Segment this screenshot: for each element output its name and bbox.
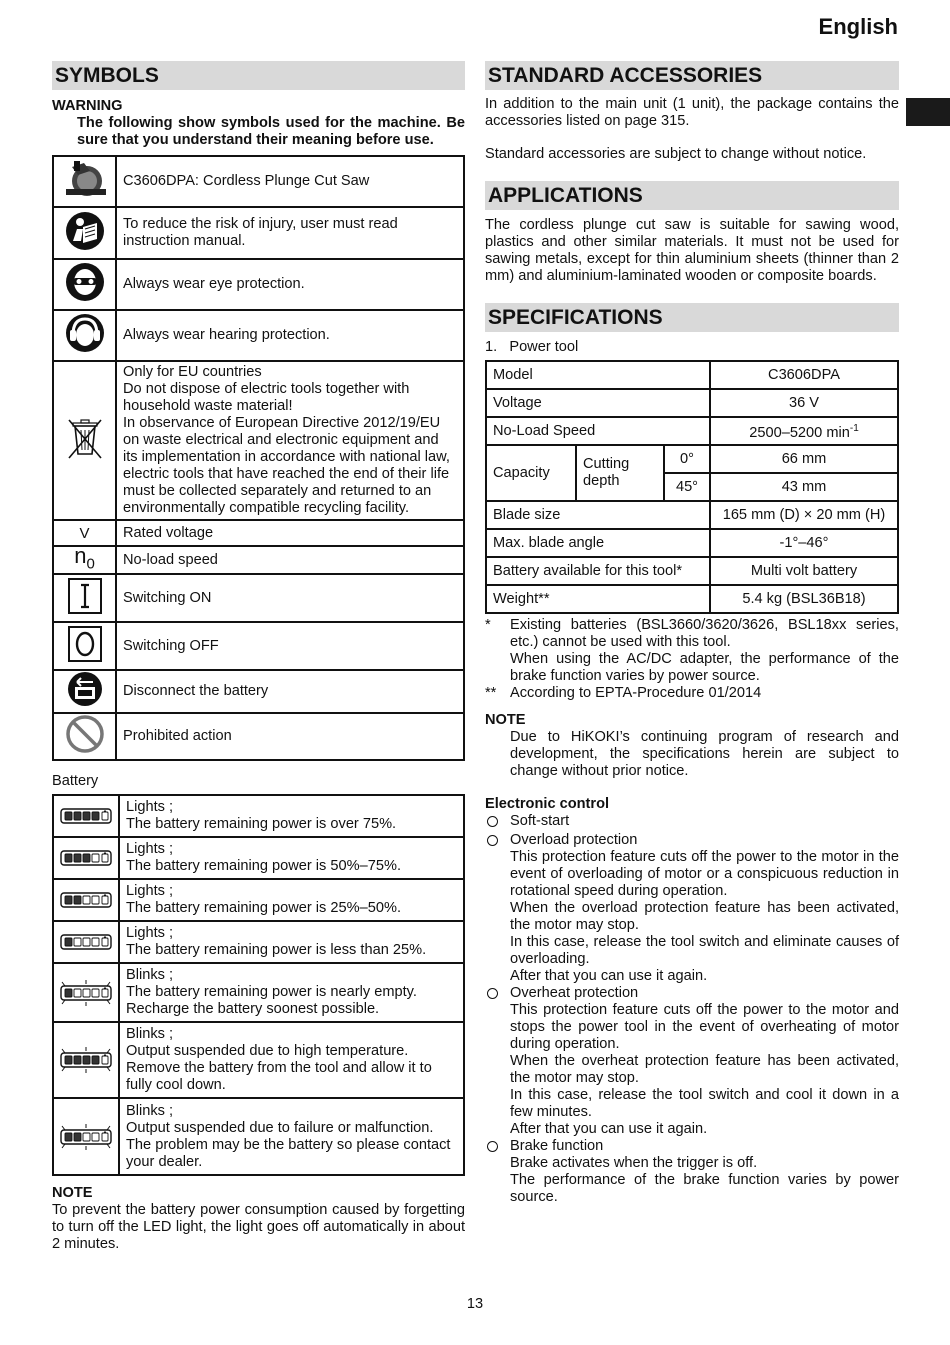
spec-label: Capacity (486, 445, 576, 501)
spec-value: 66 mm (710, 445, 898, 473)
symbol-row (53, 361, 464, 520)
warning-text: The following show symbols used for the machine. Be sure that you understand their meaning before use. (77, 115, 465, 148)
bullet-circle-icon (487, 835, 498, 846)
battery-row (53, 921, 464, 963)
spec-note-label: NOTE (485, 712, 526, 728)
battery-note-text: To prevent the battery power consumption caused by forgetting to turn off the LED light, the light goes off automatically in about 2 minutes. (52, 1202, 465, 1252)
battery-state: Blinks ; (126, 967, 174, 983)
spec-note-text: Due to HiKOKI’s continuing program of research and development, the specifications herein are subject to change without prior notice. (510, 729, 899, 779)
battery-state: Lights ; (126, 883, 174, 899)
battery-note-label: NOTE (52, 1185, 93, 1201)
no-load-speed-symbol (53, 543, 116, 574)
spec-value: -1°–46° (710, 529, 898, 557)
battery-table (52, 794, 465, 1176)
symbol-text: Disconnect the battery (116, 670, 464, 713)
spec-row (486, 585, 898, 613)
overheat-item (485, 985, 899, 1138)
speed-value: 2500–5200 min (749, 424, 850, 441)
symbol-row (53, 259, 464, 310)
applications-heading: APPLICATIONS (485, 181, 899, 210)
battery-row (53, 963, 464, 1022)
battery-state: Blinks ; (126, 1102, 174, 1119)
symbol-row (53, 156, 464, 207)
battery-row (53, 879, 464, 921)
accessories-heading: STANDARD ACCESSORIES (485, 61, 899, 90)
section-tab-marker (906, 98, 950, 126)
battery-row (53, 837, 464, 879)
bullet-line: This protection feature cuts off the power to the motor and stops the power tool in the event of overheating of motor during operation. (510, 1002, 899, 1052)
accessories-text-1: In addition to the main unit (1 unit), the package contains the accessories listed on page 315. (485, 96, 899, 129)
bullet-title: Overload protection (510, 832, 638, 848)
applications-text: The cordless plunge cut saw is suitable for sawing wood, plastics and other similar materials. It must not be used for sawing metals, except for thin aluminium sheets (thinner than 2 mm) and aluminium-laminated wooden or composite boards. (485, 217, 899, 284)
spec-label: Voltage (486, 389, 710, 417)
battery-indicator-icon (53, 1098, 119, 1175)
weee-line: In observance of European Directive 2012/19/EU on waste electrical and electronic equipment and its implementation in accordance with national law, electric tools that have reached the end of their life must be collected separately and returned to an environmentally compatible recycling facility. (123, 415, 450, 516)
battery-row (53, 1098, 464, 1175)
bullet-line: The performance of the brake function varies by power source. (510, 1172, 899, 1205)
eye-protection-icon (53, 259, 116, 310)
switch-on-icon (53, 574, 116, 622)
symbol-row (53, 520, 464, 546)
battery-state: Lights ; (126, 925, 174, 941)
battery-description: The battery remaining power is 25%–50%. (126, 900, 401, 916)
battery-indicator-icon (53, 1022, 119, 1098)
spec-subtitle: 1. Power tool (485, 339, 579, 355)
battery-row-text (119, 921, 464, 963)
speed-symbol-n: n (74, 543, 87, 569)
spec-row (486, 361, 898, 389)
symbol-text: Prohibited action (116, 713, 464, 760)
speed-symbol-sub: 0 (86, 555, 95, 573)
bullet-line: In this case, release the tool switch and eliminate causes of overloading. (510, 934, 899, 967)
battery-indicator-icon (53, 963, 119, 1022)
battery-row-text (119, 837, 464, 879)
battery-description: The battery remaining power is over 75%. (126, 816, 397, 832)
battery-indicator-icon (53, 795, 119, 837)
bullet-line: This protection feature cuts off the power to the motor in the event of overloading of motor or a conspicuous reduction in rotational speed during operation. (510, 849, 899, 899)
bullet-line: When the overload protection feature has been activated, the motor may stop. (510, 900, 899, 933)
footnote-mark: ** (485, 685, 497, 701)
symbol-text: Always wear hearing protection. (116, 310, 464, 361)
bullet-line: In this case, release the tool switch and cool it down in a few minutes. (510, 1087, 899, 1120)
soft-start-item (485, 813, 899, 832)
left-column (52, 61, 465, 1253)
spec-angle: 45° (664, 473, 710, 501)
symbol-text: Switching ON (116, 574, 464, 622)
footnote-text: According to EPTA-Procedure 01/2014 (510, 685, 762, 701)
battery-row-text (119, 795, 464, 837)
switch-off-icon (53, 622, 116, 670)
battery-row (53, 1022, 464, 1098)
spec-value: 36 V (710, 389, 898, 417)
weee-line: Do not dispose of electric tools together with household waste material! (123, 381, 410, 414)
battery-row-text (119, 1098, 464, 1175)
bullet-text: Soft-start (510, 813, 570, 829)
bullet-line: After that you can use it again. (510, 1121, 708, 1137)
bullet-line: After that you can use it again. (510, 968, 708, 984)
footnote-mark: * (485, 617, 491, 633)
weee-bin-icon (53, 361, 116, 520)
weee-text (116, 361, 464, 520)
spec-row (486, 501, 898, 529)
battery-description: The battery remaining power is less than 25%. (126, 942, 427, 958)
footnote-text: Existing batteries (BSL3660/3620/3626, BSL18xx series, etc.) cannot be used with this tool. (510, 617, 899, 650)
specifications-heading: SPECIFICATIONS (485, 303, 899, 332)
bullet-title: Overheat protection (510, 985, 639, 1001)
battery-state: Lights ; (126, 841, 174, 857)
battery-state: Lights ; (126, 799, 174, 815)
symbol-text: Rated voltage (116, 520, 464, 546)
footnote-text: When using the AC/DC adapter, the performance of the brake function varies by power source. (510, 651, 899, 684)
symbol-text: Always wear eye protection. (116, 259, 464, 310)
bullet-line: When the overheat protection feature has been activated, the motor may stop. (510, 1053, 899, 1086)
symbol-text: No-load speed (116, 546, 464, 574)
spec-value: 5.4 kg (BSL36B18) (710, 585, 898, 613)
bullet-line: Brake activates when the trigger is off. (510, 1155, 758, 1171)
accessories-text-2: Standard accessories are subject to change without notice. (485, 146, 867, 162)
spec-label: No-Load Speed (486, 417, 710, 445)
page-number: 13 (466, 1296, 484, 1312)
spec-label: Weight** (486, 585, 710, 613)
symbols-heading: SYMBOLS (52, 61, 465, 90)
battery-row (53, 795, 464, 837)
hearing-protection-icon (53, 310, 116, 361)
symbols-table (52, 155, 465, 761)
brake-item (485, 1138, 899, 1206)
symbol-row (53, 207, 464, 259)
bullet-circle-icon (487, 1141, 498, 1152)
read-manual-icon (53, 207, 116, 259)
plunge-saw-icon (53, 156, 116, 207)
symbol-text: To reduce the risk of injury, user must read instruction manual. (116, 207, 464, 259)
spec-label: Max. blade angle (486, 529, 710, 557)
prohibited-icon (53, 713, 116, 760)
spec-value: C3606DPA (710, 361, 898, 389)
spec-value: 43 mm (710, 473, 898, 501)
overload-item (485, 832, 899, 985)
spec-value: 165 mm (D) × 20 mm (H) (710, 501, 898, 529)
spec-row (486, 529, 898, 557)
right-column (485, 61, 899, 1206)
spec-row (486, 389, 898, 417)
symbol-row (53, 622, 464, 670)
spec-row (486, 557, 898, 585)
spec-label: Battery available for this tool* (486, 557, 710, 585)
footnote-1 (485, 617, 899, 685)
battery-row-text (119, 963, 464, 1022)
spec-value (710, 417, 898, 445)
warning-label: WARNING (52, 98, 123, 114)
symbol-row (53, 713, 464, 760)
symbol-row (53, 670, 464, 713)
spec-row (486, 417, 898, 445)
symbol-text: Switching OFF (116, 622, 464, 670)
battery-description: Output suspended due to failure or malfunction. The problem may be the battery so please contact your dealer. (126, 1119, 451, 1170)
battery-description: The battery remaining power is nearly empty. Recharge the battery soonest possible. (126, 984, 417, 1017)
language-label: English (818, 14, 898, 39)
weee-line: Only for EU countries (123, 364, 262, 380)
spec-table (485, 360, 899, 614)
voltage-symbol: V (53, 520, 116, 546)
bullet-title: Brake function (510, 1138, 604, 1154)
bullet-circle-icon (487, 816, 498, 827)
bullet-circle-icon (487, 988, 498, 999)
speed-unit-sup: -1 (849, 423, 859, 435)
battery-description: Output suspended due to high temperature. Remove the battery from the tool and allow it to fully cool down. (126, 1043, 432, 1093)
footnote-2 (485, 685, 899, 702)
battery-description: The battery remaining power is 50%–75%. (126, 858, 401, 874)
electronic-control-heading: Electronic control (485, 796, 610, 812)
spec-angle: 0° (664, 445, 710, 473)
battery-indicator-icon (53, 879, 119, 921)
spec-label: Model (486, 361, 710, 389)
symbol-text: C3606DPA: Cordless Plunge Cut Saw (116, 156, 464, 207)
spec-value: Multi volt battery (710, 557, 898, 585)
spec-row (486, 445, 898, 473)
battery-indicator-icon (53, 837, 119, 879)
battery-row-text (119, 1022, 464, 1098)
spec-label: Cutting depth (576, 445, 664, 501)
spec-label: Blade size (486, 501, 710, 529)
battery-state: Blinks ; (126, 1026, 174, 1042)
battery-label: Battery (52, 773, 99, 789)
symbol-row (53, 310, 464, 361)
battery-indicator-icon (53, 921, 119, 963)
symbol-row (53, 546, 464, 574)
symbol-row (53, 574, 464, 622)
disconnect-battery-icon (53, 670, 116, 713)
battery-row-text (119, 879, 464, 921)
